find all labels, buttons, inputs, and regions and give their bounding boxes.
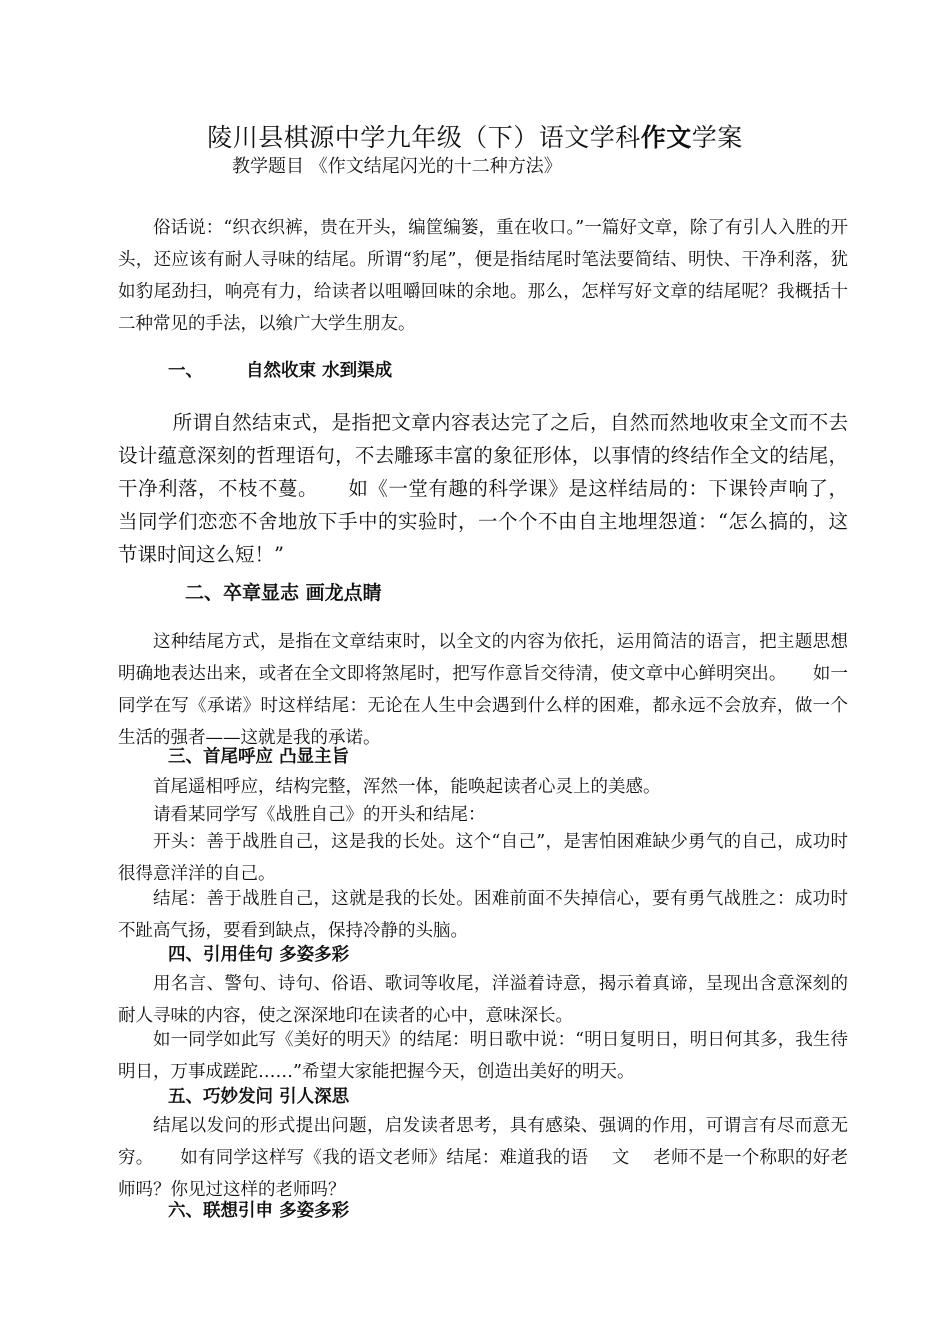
section-4-para-2: 如一同学如此写《美好的明天》的结尾：明日歌中说：“明日复明日，明日何其多，我生待明日，万事成蹉跎……”希望大家能把握今天，创造出美好的明天。 [118, 1030, 848, 1082]
title-part-b: 学案 [691, 123, 743, 152]
title-part-a: 陵川县棋源中学九年级（下）语文学科 [207, 123, 641, 152]
section-2-body: 这种结尾方式，是指在文章结束时，以全文的内容为依托，运用简洁的语言，把主题思想明确地表达出来，或者在全文即将煞尾时，把写作意旨交待清，使文章中心鲜明突出。 如一同学在写《承诺》时这样结尾：无论在人生中会遇到什么样的困难，都永远不会放弃，做一个生活的强者——这就是我的承诺。 [118, 632, 848, 748]
section-1-heading [168, 357, 392, 382]
page-title [0, 118, 950, 154]
section-1-body: 所谓自然结束式，是指把文章内容表达完了之后，自然而然地收束全文而不去设计蕴意深刻的哲理语句，不去雕琢丰富的象征形体，以事情的终结作全文的结尾，干净利落，不枝不蔓。 如《一堂有趣的科学课》是这样结局的：下课铃声响了，当同学们恋恋不舍地放下手中的实验时，一个个不由自主地埋怨道：“怎么搞的，这节课时间这么短！” [118, 411, 848, 566]
section-1-number: 一、 [168, 361, 203, 381]
section-5-para-1: 结尾以发问的形式提出问题，启发读者思考，具有感染、强调的作用，可谓言有尽而意无穷。 如有同学这样写《我的语文老师》结尾：难道我的语 文 老师不是一个称职的好老师吗？你见过这样的老师吗？ [118, 1116, 848, 1200]
page-subtitle: 教学题目 《作文结尾闪光的十二种方法》 [232, 156, 562, 177]
section-1-title: 自然收束 水到渠成 [246, 361, 393, 381]
title-bold-part: 作文 [640, 123, 692, 152]
section-4-para-1: 用名言、警句、诗句、俗语、歌词等收尾，洋溢着诗意，揭示着真谛，呈现出含意深刻的耐人寻味的内容，使之深深地印在读者的心中，意味深长。 [118, 974, 848, 1026]
section-4-heading: 四、引用佳句 多姿多彩 [168, 945, 350, 965]
section-3-para-2: 请看某同学写《战胜自己》的开头和结尾： [153, 805, 486, 825]
section-6-heading: 六、联想引申 多姿多彩 [168, 1201, 350, 1221]
section-5-heading: 五、巧妙发问 引人深思 [168, 1087, 350, 1107]
section-3-para-4: 结尾：善于战胜自己，这就是我的长处。困难前面不失掉信心，要有勇气战胜之：成功时不趾高气扬，要看到缺点，保持冷静的头脑。 [118, 889, 848, 941]
section-3-heading: 三、首尾呼应 凸显主旨 [168, 747, 350, 767]
section-3-para-1: 首尾遥相呼应，结构完整，浑然一体，能唤起读者心灵上的美感。 [153, 777, 661, 797]
intro-paragraph: 俗话说：“织衣织裤，贵在开头，编筐编篓，重在收口。”一篇好文章，除了有引人入胜的开头，还应该有耐人寻味的结尾。所谓“豹尾”，便是指结尾时笔法要简结、明快、干净利落，犹如豹尾劲扫，响亮有力，给读者以咀嚼回味的余地。那么，怎样写好文章的结尾呢？我概括十二种常见的手法，以飨广大学生朋友。 [118, 218, 848, 334]
section-2-heading: 二、卒章显志 画龙点睛 [185, 582, 382, 604]
section-3-para-3: 开头：善于战胜自己，这是我的长处。这个“自己”，是害怕困难缺少勇气的自己，成功时很得意洋洋的自己。 [118, 832, 848, 884]
